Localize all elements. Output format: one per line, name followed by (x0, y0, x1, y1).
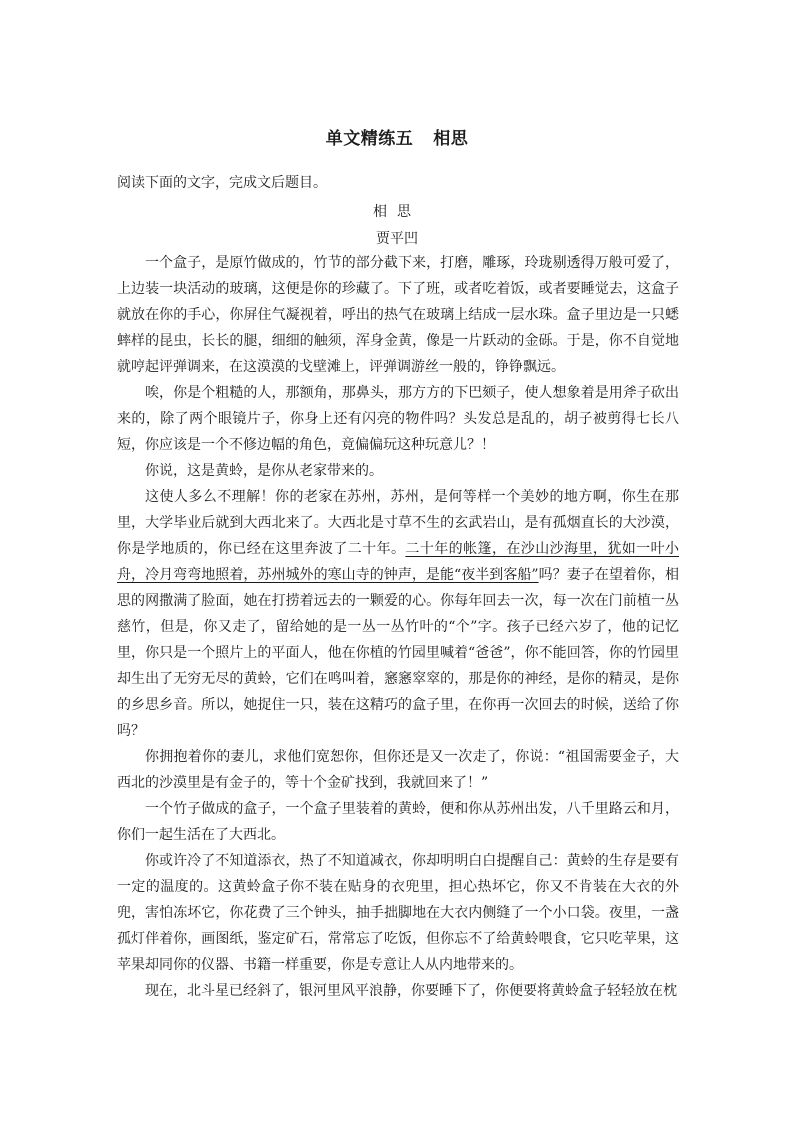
article-author: 贾平凹 (376, 231, 418, 247)
title-part-2: 相思 (433, 129, 469, 149)
paragraph-2: 唉，你是个粗糙的人，那额角，那鼻头，那方方的下巴颏子，使人想象着是用斧子砍出来的，除了两个眼镜片子，你身上还有闪亮的物件吗？头发总是乱的，胡子被剪得七长八短，你应该是一个不修边幅的角色，竟偏偏玩这种玩意儿？！ (117, 385, 679, 453)
underlined-passage: 二十年的帐篷，在沙山沙海里，犹如一叶小舟，冷月弯弯地照着，苏州城外的寒山寺的钟声，是能“夜半到客船” (117, 541, 679, 583)
paragraph-4-text-b: 吗？妻子在望着你，相思的网撒满了脸面，她在打捞着远去的一颗爱的心。你每年回去一次，每一次在门前植一丛慈竹，但是，你又走了，留给她的是一丛一丛竹叶的“个”字。孩子已经六岁了，他的记忆里，你只是一个照片上的平面人，他在你植的竹园里喊着“爸爸”，你不能回答，你的竹园里却生出了无穷无尽的黄蛉，它们在鸣叫着，窸窸窣窣的，那是你的神经，是你的精灵，是你的乡思乡音。所以，她捉住一只，装在这精巧的盒子里，在你再一次回去的时候，送给了你吗？ (117, 567, 679, 739)
paragraph-8: 现在，北斗星已经斜了，银河里风平浪静，你要睡下了，你便要将黄蛉盒子轻轻放在枕 (145, 983, 677, 999)
title-part-1: 单文精练五 (325, 129, 414, 149)
page-title (0, 124, 794, 149)
paragraph-6: 一个竹子做成的盒子，一个盒子里装着的黄蛉，便和你从苏州出发，八千里路云和月，你们一起生活在了大西北。 (117, 801, 679, 843)
paragraph-3: 你说，这是黄蛉，是你从老家带来的。 (145, 463, 383, 479)
article-title: 相思 (373, 204, 421, 220)
article-body (117, 250, 679, 1004)
paragraph-4 (117, 484, 679, 744)
paragraph-7: 你或许冷了不知道添衣，热了不知道减衣，你却明明白白提醒自己：黄蛉的生存是要有一定的温度的。这黄蛉盒子你不装在贴身的衣兜里，担心热坏它，你又不肯装在大衣的外兜，害怕冻坏它，你花费了三个钟头，抽手拙脚地在大衣内侧缝了一个小口袋。夜里，一盏孤灯伴着你，画图纸，鉴定矿石，常常忘了吃饭，但你忘不了给黄蛉喂食，它只吃苹果，这苹果却同你的仪器、书籍一样重要，你是专意让人从内地带来的。 (117, 853, 679, 973)
instructions: 阅读下面的文字，完成文后题目。 (117, 175, 327, 191)
paragraph-1: 一个盒子，是原竹做成的，竹节的部分截下来，打磨，雕琢，玲珑剔透得万般可爱了，上边装一块活动的玻璃，这便是你的珍藏了。下了班，或者吃着饭，或者要睡觉去，这盒子就放在你的手心，你屏住气凝视着，呼出的热气在玻璃上结成一层水珠。盒子里边是一只蟋蟀样的昆虫，长长的腿，细细的触须，浑身金黄，像是一片跃动的金砾。于是，你不自觉地就哼起评弹调来，在这漠漠的戈壁滩上，评弹调游丝一般的，铮铮飘远。 (117, 255, 679, 375)
paragraph-5: 你拥抱着你的妻儿，求他们宽恕你，但你还是又一次走了，你说：“祖国需要金子，大西北的沙漠里是有金子的，等十个金矿找到，我就回来了！” (117, 749, 679, 791)
paragraph-4-text-a: 这使人多么不理解！你的老家在苏州，苏州，是何等样一个美妙的地方啊，你生在那里，大学毕业后就到大西北来了。大西北是寸草不生的玄武岩山，是有孤烟直长的大沙漠，你是学地质的，你已经在这里奔波了二十年。 (117, 489, 679, 557)
